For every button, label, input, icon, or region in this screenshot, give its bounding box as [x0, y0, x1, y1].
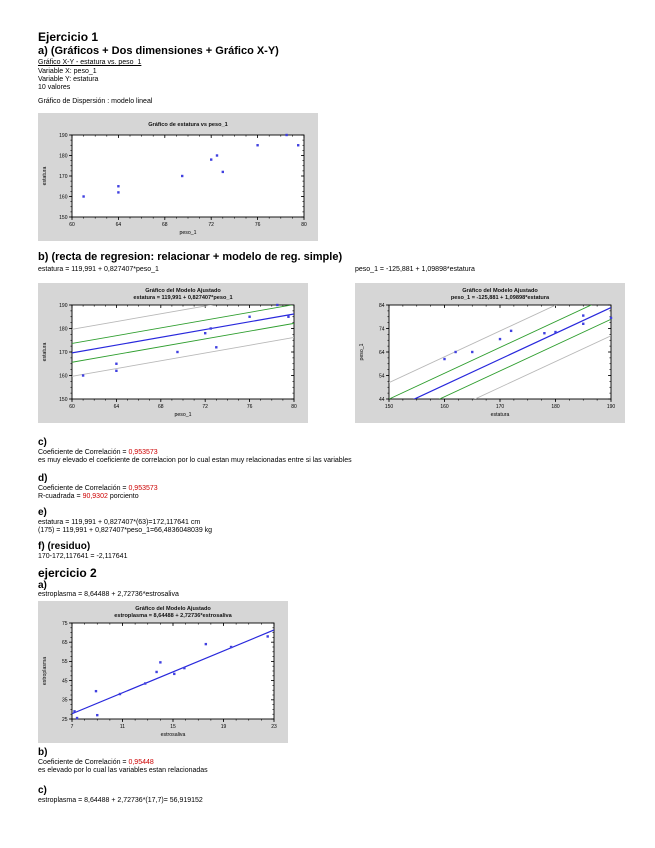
ej2-correlation-label: Coeficiente de Correlación =: [38, 759, 129, 766]
svg-text:170: 170: [59, 173, 68, 180]
fitted-model-plot-estatura: [38, 283, 308, 423]
rsquared-label: R-cuadrada =: [38, 493, 83, 500]
section-e-heading: e): [38, 507, 47, 518]
svg-text:190: 190: [59, 132, 68, 139]
svg-text:80: 80: [291, 404, 297, 410]
svg-text:Gráfico del Modelo Ajustado: Gráfico del Modelo Ajustado: [135, 606, 211, 612]
correlation-label: Coeficiente de Correlación =: [38, 449, 129, 456]
svg-text:190: 190: [59, 302, 68, 309]
svg-text:23: 23: [271, 724, 277, 730]
section-a-heading: a) (Gráficos + Dos dimensiones + Gráfico X-Y): [38, 45, 279, 57]
residual-line: 170-172,117641 = -2,117641: [38, 553, 128, 560]
exercise2-title: ejercicio 2: [38, 566, 97, 580]
section-f-heading: f) (residuo): [38, 541, 91, 552]
svg-text:72: 72: [208, 222, 214, 228]
variable-y-line: Variable Y: estatura: [38, 76, 99, 83]
rsquared-value: 90,9302: [82, 493, 108, 500]
svg-text:estroplasma = 8,64488 + 2,7273: estroplasma = 8,64488 + 2,72736*estrosaliva: [114, 613, 232, 619]
svg-text:68: 68: [162, 222, 168, 228]
svg-text:estatura = 119,991 + 0,827407*: estatura = 119,991 + 0,827407*peso_1: [133, 295, 233, 301]
svg-text:76: 76: [246, 404, 253, 410]
svg-text:72: 72: [202, 404, 208, 410]
svg-text:180: 180: [59, 326, 68, 333]
section-c-heading: c): [38, 437, 47, 448]
svg-text:Gráfico de estatura vs peso_1: Gráfico de estatura vs peso_1: [148, 122, 228, 128]
svg-text:160: 160: [59, 194, 68, 201]
ej2-correlation-comment: es elevado por lo cual las variables estan relacionadas: [38, 767, 208, 774]
regression-equation-right: peso_1 = -125,881 + 1,09898*estatura: [355, 266, 475, 273]
prediction-line-2: (175) = 119,991 + 0,827407*peso_1=66,4836048039 kg: [38, 527, 213, 534]
correlation-comment-c: es muy elevado el coeficiente de correlacion por lo cual estan muy relacionadas entre si las variables: [38, 457, 352, 464]
svg-text:150: 150: [384, 404, 394, 410]
svg-text:peso_1: peso_1: [359, 343, 365, 361]
svg-text:75: 75: [61, 620, 68, 627]
svg-text:170: 170: [495, 404, 505, 410]
svg-text:64: 64: [378, 349, 385, 356]
dispersion-model-line: Gráfico de Dispersión : modelo lineal: [38, 98, 153, 105]
ej2-correlation-value: 0,95448: [128, 759, 154, 766]
graph-xy-subtitle: Gráfico X-Y - estatura vs. peso_1: [38, 59, 142, 66]
svg-text:84: 84: [378, 302, 385, 309]
fitted-model-plot-peso: [355, 283, 625, 423]
svg-text:estrosaliva: estrosaliva: [160, 732, 186, 738]
section-b-heading: b) (recta de regresion: relacionar + modelo de reg. simple): [38, 251, 343, 263]
correlation-value-d: 0,953573: [128, 485, 158, 492]
svg-text:54: 54: [378, 373, 385, 380]
svg-text:Gráfico del Modelo Ajustado: Gráfico del Modelo Ajustado: [462, 288, 538, 294]
correlation-line-c: [38, 449, 158, 456]
svg-text:190: 190: [606, 404, 616, 410]
svg-text:7: 7: [70, 724, 74, 730]
correlation-value: 0,953573: [128, 449, 158, 456]
svg-text:60: 60: [69, 404, 75, 410]
ej2-section-a-heading: a): [38, 580, 47, 591]
svg-text:180: 180: [551, 404, 560, 410]
svg-text:68: 68: [158, 404, 164, 410]
ej2-prediction-line: estroplasma = 8,64488 + 2,72736*(17,7)= 56,919152: [38, 797, 203, 804]
svg-text:19: 19: [220, 724, 227, 730]
svg-text:160: 160: [440, 404, 449, 410]
regression-equation-left: estatura = 119,991 + 0,827407*peso_1: [38, 266, 159, 273]
svg-text:150: 150: [59, 396, 68, 403]
section-d-heading: d): [38, 473, 48, 484]
svg-text:170: 170: [59, 349, 68, 356]
svg-text:15: 15: [170, 724, 176, 730]
svg-text:80: 80: [301, 222, 307, 228]
svg-text:estatura: estatura: [42, 166, 48, 186]
svg-text:60: 60: [69, 222, 75, 228]
ej2-section-b-heading: b): [38, 747, 48, 758]
svg-text:55: 55: [61, 659, 68, 666]
svg-text:65: 65: [61, 640, 68, 646]
scatter-plot-estatura-vs-peso: [38, 113, 318, 241]
svg-text:estroplasma: estroplasma: [42, 656, 48, 686]
correlation-line-d: [38, 485, 158, 492]
svg-text:74: 74: [378, 326, 385, 333]
fitted-model-plot-estroplasma: [38, 601, 288, 743]
svg-text:160: 160: [59, 373, 68, 380]
svg-text:150: 150: [59, 214, 68, 221]
svg-text:estatura: estatura: [42, 342, 48, 362]
svg-text:64: 64: [115, 222, 122, 228]
rsquared-line: [38, 493, 139, 500]
svg-text:peso_1: peso_1: [174, 412, 192, 418]
values-count-line: 10 valores: [38, 84, 71, 91]
svg-text:11: 11: [119, 724, 126, 730]
prediction-line-1: estatura = 119,991 + 0,827407*(63)=172,117641 cm: [38, 519, 201, 526]
variable-x-line: Variable X: peso_1: [38, 68, 97, 75]
svg-text:180: 180: [59, 153, 68, 160]
svg-text:peso_1 = -125,881 + 1,09898*es: peso_1 = -125,881 + 1,09898*estatura: [450, 295, 550, 301]
svg-text:Gráfico del Modelo Ajustado: Gráfico del Modelo Ajustado: [145, 288, 221, 294]
svg-text:44: 44: [378, 396, 385, 403]
svg-text:25: 25: [61, 716, 68, 723]
ej2-equation: estroplasma = 8,64488 + 2,72736*estrosaliva: [38, 591, 179, 598]
svg-text:peso_1: peso_1: [179, 230, 197, 236]
ej2-section-c-heading: c): [38, 785, 47, 796]
correlation-label-d: Coeficiente de Correlación =: [38, 485, 129, 492]
svg-text:estatura: estatura: [490, 412, 510, 418]
svg-text:45: 45: [61, 678, 68, 685]
exercise1-title: Ejercicio 1: [38, 30, 99, 44]
ej2-correlation-line: [38, 759, 154, 766]
rsquared-suffix: porciento: [107, 493, 139, 500]
svg-text:64: 64: [113, 404, 120, 410]
svg-text:35: 35: [61, 697, 68, 704]
svg-text:76: 76: [254, 222, 261, 228]
